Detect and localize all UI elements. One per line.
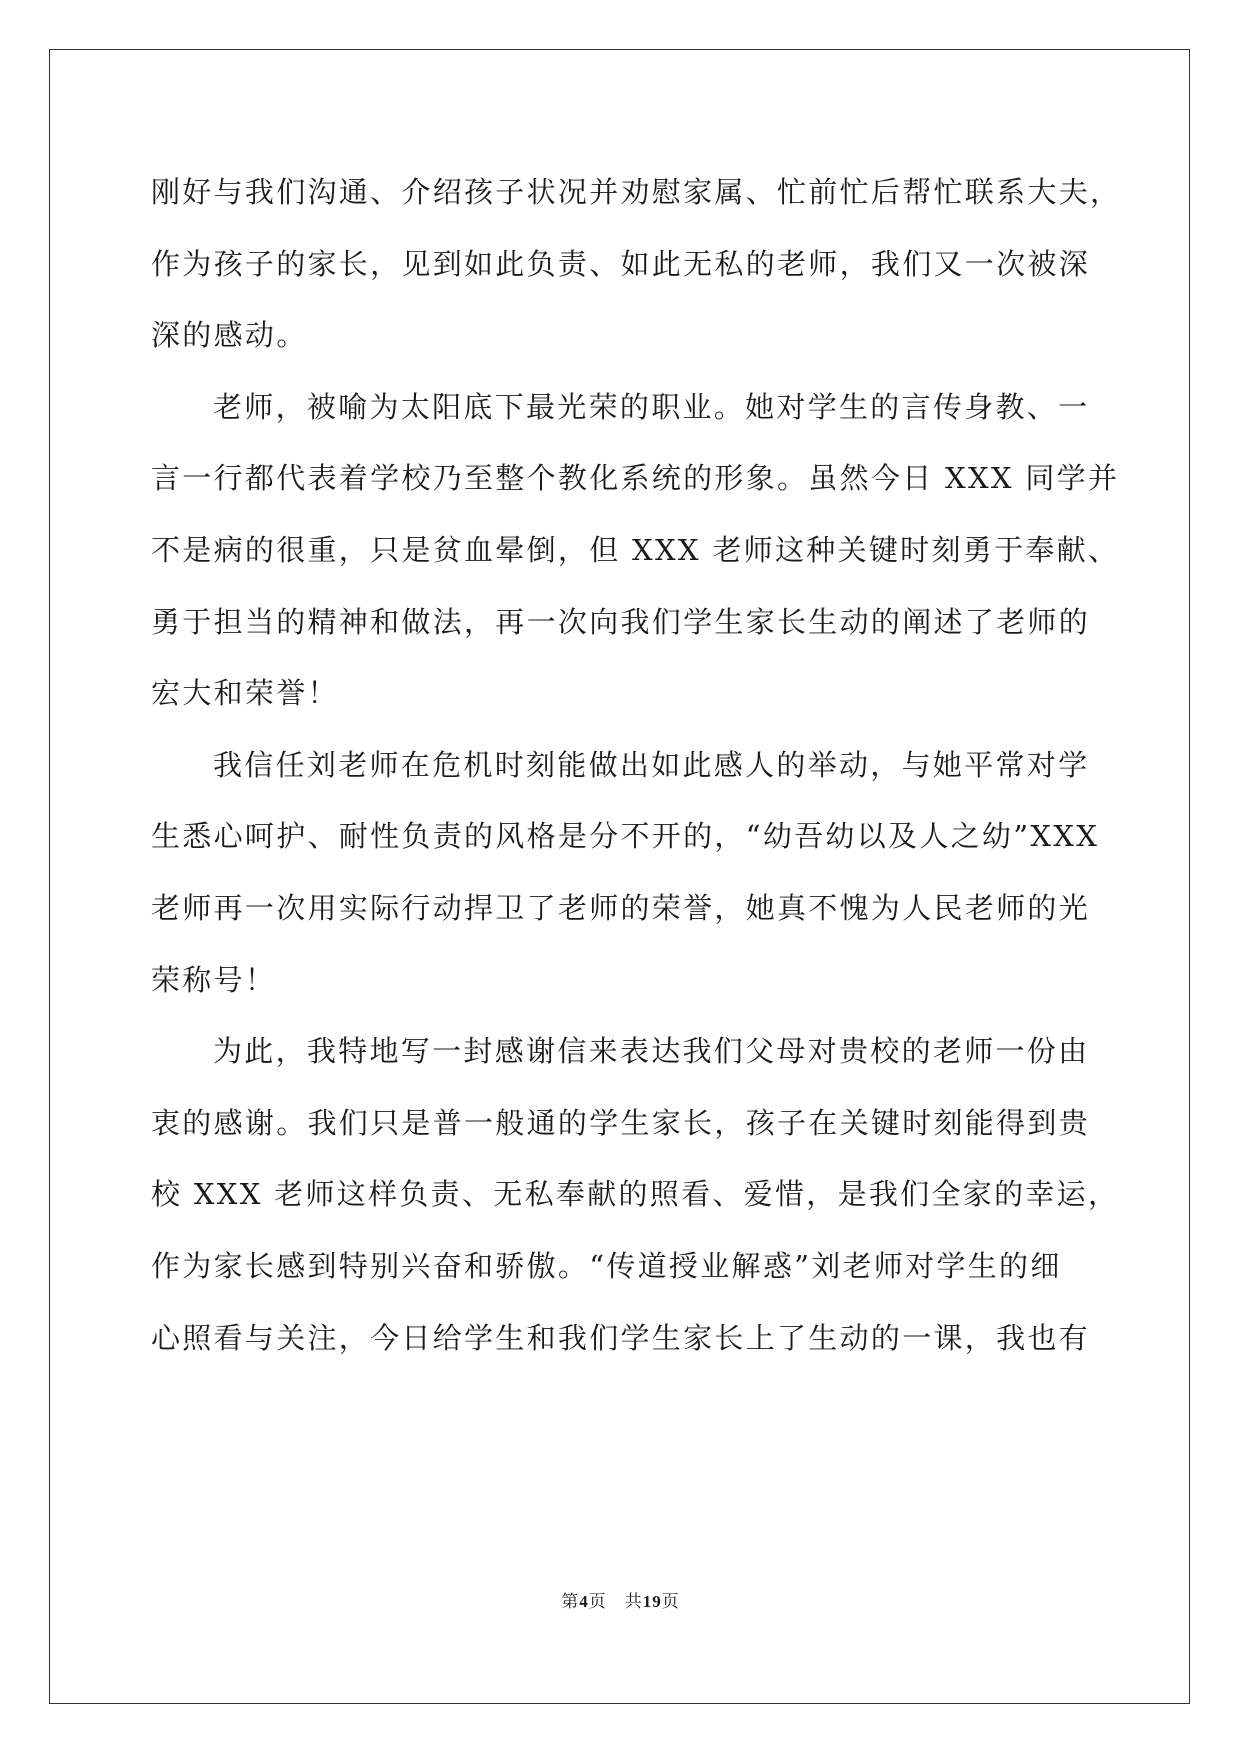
total-suffix: 页 — [661, 1592, 680, 1611]
text-line: 作为孩子的家长，见到如此负责、如此无私的老师，我们又一次被深 — [151, 246, 1091, 281]
text-line: 勇于担当的精神和做法，再一次向我们学生家长生动的阐述了老师的 — [151, 604, 1091, 639]
page-number: 4 — [579, 1592, 589, 1611]
text-line: 深的感动。 — [151, 318, 308, 353]
text-line: 老师，被喻为太阳底下最光荣的职业。她对学生的言传身教、一 — [213, 389, 1090, 424]
text-line: 不是病的很重，只是贫血晕倒，但 XXX 老师这种关键时刻勇于奉献、 — [151, 532, 1120, 567]
text-line: 言一行都代表着学校乃至整个教化系统的形象。虽然今日 XXX 同学并 — [151, 461, 1120, 496]
text-line: 荣称号！ — [151, 962, 277, 997]
text-line: 宏大和荣誉！ — [151, 676, 339, 711]
text-line: 衷的感谢。我们只是普一般通的学生家长，孩子在关键时刻能得到贵 — [151, 1105, 1091, 1140]
page-suffix: 页 — [588, 1592, 607, 1611]
text-line: 老师再一次用实际行动捍卫了老师的荣誉，她真不愧为人民老师的光 — [151, 890, 1091, 925]
text-line: 刚好与我们沟通、介绍孩子状况并劝慰家属、忙前忙后帮忙联系大夫， — [151, 175, 1122, 209]
text-line: 作为家长感到特别兴奋和骄傲。“传道授业解惑”刘老师对学生的细 — [151, 1248, 1062, 1283]
text-line: 心照看与关注，今日给学生和我们学生家长上了生动的一课，我也有 — [151, 1320, 1091, 1355]
letter-body — [151, 157, 1122, 1374]
page-prefix: 第 — [561, 1592, 580, 1611]
text-line: 为此，我特地写一封感谢信来表达我们父母对贵校的老师一份由 — [213, 1034, 1090, 1069]
total-pages: 19 — [642, 1592, 662, 1611]
text-line: 校 XXX 老师这样负责、无私奉献的照看、爱惜，是我们全家的幸运， — [151, 1177, 1120, 1212]
total-prefix: 共 — [624, 1592, 643, 1611]
text-line: 我信任刘老师在危机时刻能做出如此感人的举动，与她平常对学 — [213, 747, 1090, 782]
text-line: 生悉心呵护、耐性负责的风格是分不开的，“幼吾幼以及人之幼”XXX — [151, 819, 1100, 854]
page-footer — [0, 1587, 1241, 1612]
